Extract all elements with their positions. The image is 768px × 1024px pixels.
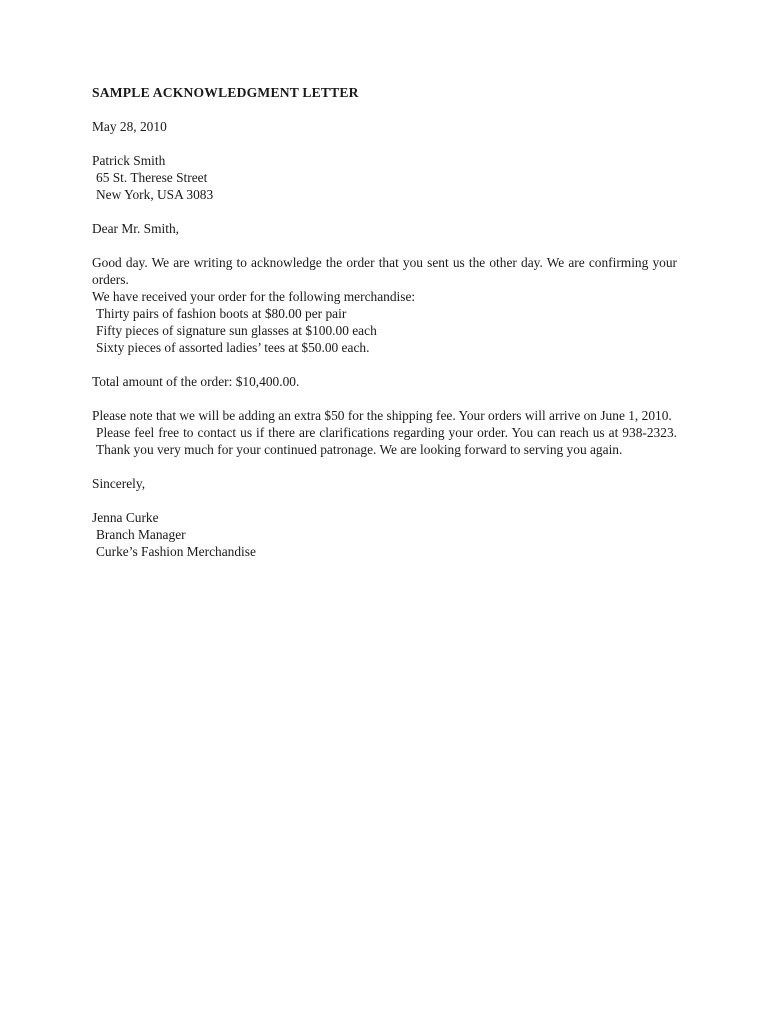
recipient-address xyxy=(92,152,677,203)
recipient-city: New York, USA 3083 xyxy=(96,187,214,202)
order-item: Thirty pairs of fashion boots at $80.00 per pair xyxy=(96,306,347,321)
recipient-name: Patrick Smith xyxy=(92,153,166,168)
shipping-note: Please note that we will be adding an extra $50 for the shipping fee. Your orders will arrive on June 1, 2010. xyxy=(92,408,672,423)
order-item: Sixty pieces of assorted ladies’ tees at $50.00 each. xyxy=(96,340,370,355)
contact-note: Please feel free to contact us if there are clarifications regarding your order. You can reach us at 938-2323. Thank you very much for your continued patronage. We are looking forward to serving you again. xyxy=(96,425,677,457)
salutation: Dear Mr. Smith, xyxy=(92,221,180,236)
sender-name: Jenna Curke xyxy=(92,510,159,525)
letter-date: May 28, 2010 xyxy=(92,119,167,134)
notes-section xyxy=(92,407,677,458)
signature-block xyxy=(92,509,677,560)
order-item: Fifty pieces of signature sun glasses at $100.00 each xyxy=(96,323,377,338)
order-total: Total amount of the order: $10,400.00. xyxy=(92,374,300,389)
intro-paragraph: Good day. We are writing to acknowledge the order that you sent us the other day. We are confirming your orders. xyxy=(92,255,677,287)
letter-title: SAMPLE ACKNOWLEDGMENT LETTER xyxy=(92,85,359,100)
sender-company: Curke’s Fashion Merchandise xyxy=(96,544,256,559)
order-list xyxy=(92,288,677,356)
order-heading: We have received your order for the following merchandise: xyxy=(92,289,416,304)
sender-position: Branch Manager xyxy=(96,527,186,542)
letter-page xyxy=(92,84,677,577)
closing: Sincerely, xyxy=(92,476,146,491)
recipient-street: 65 St. Therese Street xyxy=(96,170,208,185)
